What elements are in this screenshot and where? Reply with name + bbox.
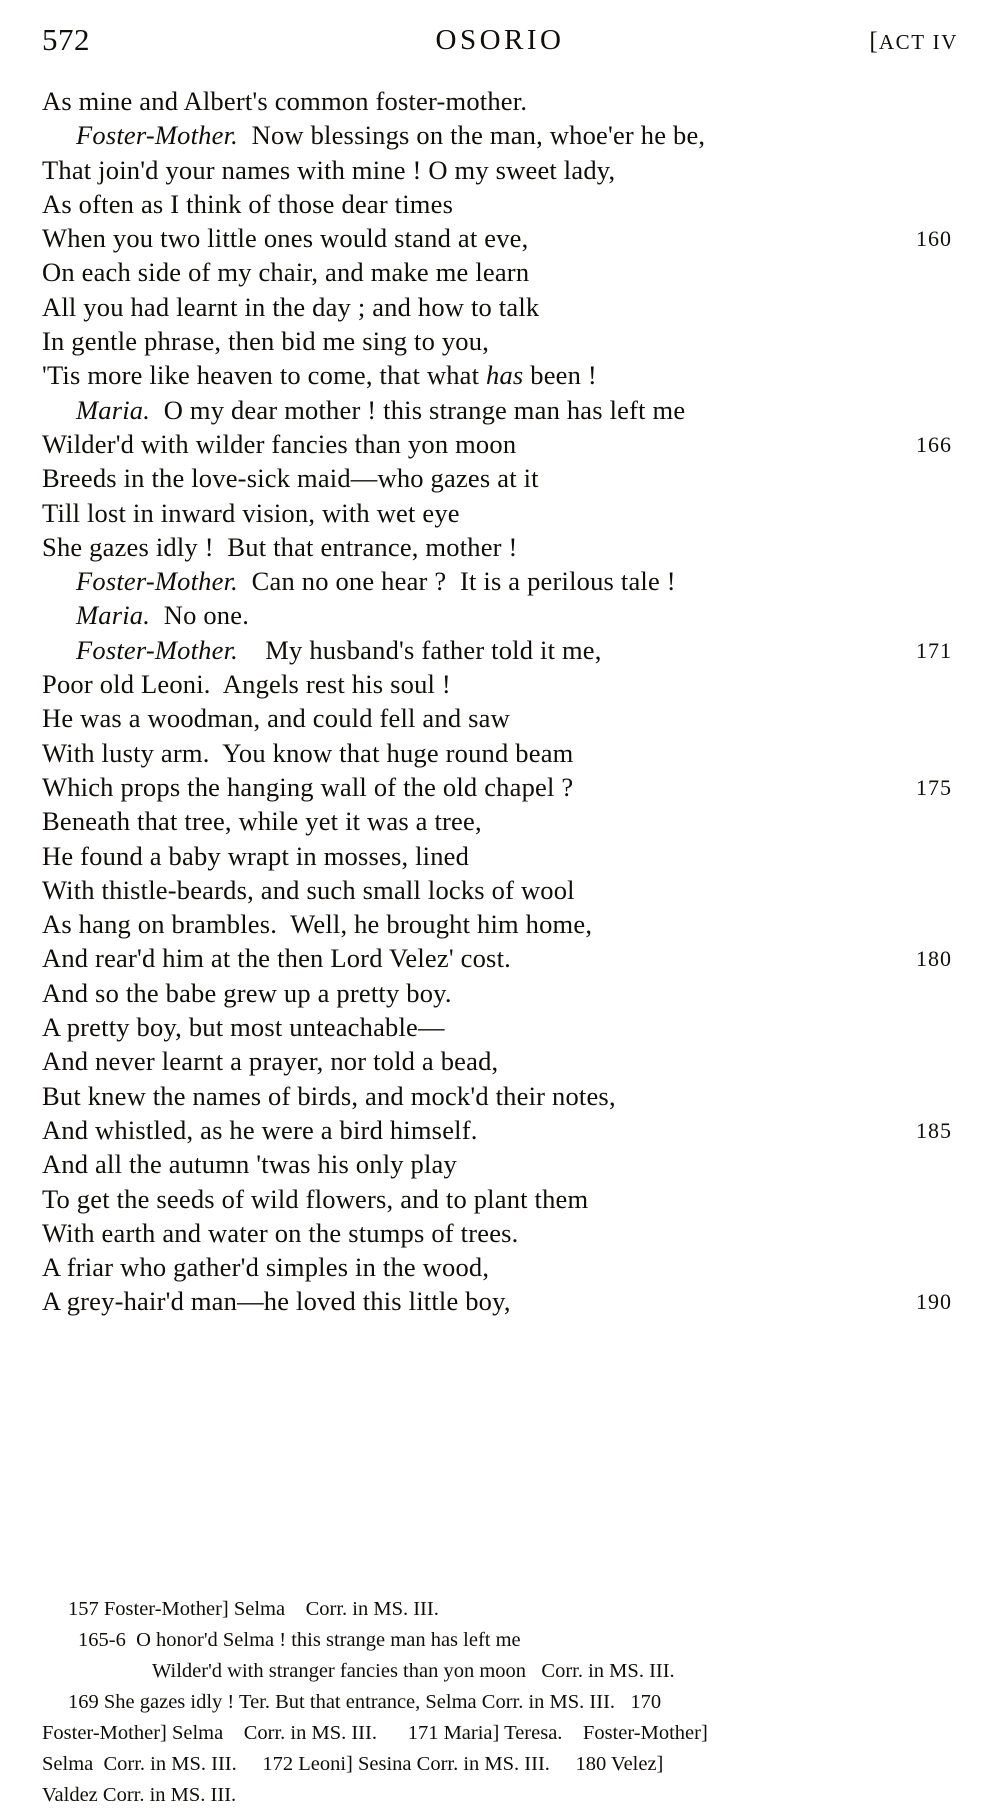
act-label: ACT: [878, 30, 926, 54]
line-number: 160: [916, 226, 952, 252]
textual-notes: [42, 1594, 958, 1811]
note-line: [42, 1718, 958, 1749]
verse-line: [42, 841, 958, 875]
note-line: [42, 1594, 958, 1625]
verse-line-content: [42, 395, 685, 425]
verse-line: [42, 1218, 958, 1252]
line-number: 185: [916, 1117, 952, 1143]
speaker-label: Maria.: [76, 394, 151, 425]
verse-line-text: As often as I think of those dear times: [42, 188, 454, 219]
verse-line: [42, 943, 958, 977]
verse-line-text: That join'd your names with mine ! O my sweet lady,: [42, 154, 616, 185]
verse-line: [42, 429, 958, 463]
verse-line: [42, 395, 958, 429]
verse-line: [42, 292, 958, 326]
verse-line-text: And never learnt a prayer, nor told a bead,: [42, 1046, 499, 1077]
verse-line: [42, 1286, 958, 1320]
verse-line-text: All you had learnt in the day ; and how to talk: [42, 291, 540, 322]
verse-line-text: With lusty arm. You know that huge round beam: [42, 737, 574, 768]
verse-line: [42, 1184, 958, 1218]
verse-line: [42, 223, 958, 257]
verse-line: [42, 703, 958, 737]
verse-line: [42, 86, 958, 120]
act-number: IV: [932, 30, 958, 54]
verse-line-text: As mine and Albert's common foster-mother.: [42, 86, 528, 116]
verse-line-text: But knew the names of birds, and mock'd their notes,: [42, 1080, 616, 1111]
verse-line: [42, 669, 958, 703]
verse-line-text: Now blessings on the man, whoe'er he be,: [237, 120, 706, 151]
verse-line-content: [42, 635, 602, 665]
verse-line-text: Can no one hear ? It is a perilous tale !: [237, 566, 676, 597]
verse-line-text: My husband's father told it me,: [237, 634, 602, 665]
verse-line: [42, 806, 958, 840]
running-head: [42, 22, 958, 62]
verse-line-text: He was a woodman, and could fell and saw: [42, 703, 510, 734]
note-text: Foster-Mother] Selma Corr. in MS. III. 171 Maria] Teresa. Foster-Mother]: [42, 1722, 708, 1744]
note-text: Selma Corr. in MS. III. 172 Leoni] Sesina Corr. in MS. III. 180 Velez]: [42, 1753, 664, 1775]
verse-line-text: When you two little ones would stand at eve,: [42, 223, 529, 254]
verse-line: [42, 600, 958, 634]
verse-line: [42, 738, 958, 772]
verse-body: [42, 86, 958, 1321]
verse-line: [42, 978, 958, 1012]
verse-line-text: No one.: [150, 600, 250, 631]
line-number: 190: [916, 1289, 952, 1315]
act-marker: [869, 28, 958, 56]
verse-line-text: And all the autumn 'twas his only play: [42, 1149, 457, 1180]
verse-line: [42, 1149, 958, 1183]
verse-line: [42, 1081, 958, 1115]
verse-line: [42, 532, 958, 566]
verse-line: [42, 257, 958, 291]
verse-line: [42, 1046, 958, 1080]
verse-line: [42, 1012, 958, 1046]
verse-line-text: Beneath that tree, while yet it was a tree,: [42, 806, 482, 837]
verse-line: [42, 463, 958, 497]
verse-line-text: Poor old Leoni. Angels rest his soul !: [42, 669, 451, 700]
page-number: 572: [42, 22, 90, 57]
page-title: OSORIO: [435, 24, 565, 56]
verse-line-text: A grey-hair'd man—he loved this little boy,: [42, 1286, 511, 1317]
verse-line-text: O my dear mother ! this strange man has left me: [150, 394, 686, 425]
verse-line-text: And whistled, as he were a bird himself.: [42, 1114, 478, 1145]
line-number: 180: [916, 946, 952, 972]
verse-line: [42, 360, 958, 394]
verse-line-text: A friar who gather'd simples in the wood,: [42, 1252, 490, 1283]
verse-line: [42, 1115, 958, 1149]
verse-line-text-after: been !: [523, 360, 597, 391]
note-text: Wilder'd with stranger fancies than yon moon Corr. in MS. III.: [152, 1660, 675, 1682]
note-line: [42, 1656, 958, 1687]
note-line: [42, 1780, 958, 1811]
verse-line-text: 'Tis more like heaven to come, that what: [42, 360, 487, 391]
verse-line-content: [42, 600, 249, 630]
verse-line-text: Which props the hanging wall of the old chapel ?: [42, 771, 574, 802]
speaker-label: Maria.: [76, 600, 151, 631]
speaker-label: Foster-Mother.: [76, 120, 238, 151]
verse-line: [42, 326, 958, 360]
line-number: 175: [916, 774, 952, 800]
verse-line-text: Till lost in inward vision, with wet eye: [42, 497, 460, 528]
verse-line-text: He found a baby wrapt in mosses, lined: [42, 840, 470, 871]
verse-line-text: A pretty boy, but most unteachable—: [42, 1012, 445, 1043]
note-text: 157 Foster-Mother] Selma Corr. in MS. III.: [68, 1598, 439, 1620]
verse-line-content: [42, 360, 597, 390]
verse-line-text: She gazes idly ! But that entrance, mother !: [42, 531, 518, 562]
verse-line: [42, 120, 958, 154]
verse-line-text: Wilder'd with wilder fancies than yon moon: [42, 428, 517, 459]
line-number: 171: [916, 637, 952, 663]
verse-line-content: [42, 566, 676, 596]
verse-line: [42, 155, 958, 189]
verse-line-content: [42, 120, 705, 150]
note-text: 169 She gazes idly ! Ter. But that entrance, Selma Corr. in MS. III. 170: [68, 1691, 662, 1713]
note-line: [42, 1749, 958, 1780]
speaker-label: Foster-Mother.: [76, 634, 238, 665]
act-bracket: [: [869, 28, 879, 55]
line-number: 166: [916, 431, 952, 457]
verse-line: [42, 189, 958, 223]
verse-line-text: Breeds in the love-sick maid—who gazes at it: [42, 463, 539, 494]
speaker-label: Foster-Mother.: [76, 566, 238, 597]
emphasized-word: has: [486, 360, 524, 391]
verse-line-text: In gentle phrase, then bid me sing to you,: [42, 326, 490, 357]
verse-line-text: And rear'd him at the then Lord Velez' cost.: [42, 943, 511, 974]
note-line: [42, 1625, 958, 1656]
note-text: Valdez Corr. in MS. III.: [42, 1784, 237, 1806]
verse-line: [42, 772, 958, 806]
verse-line: [42, 635, 958, 669]
verse-line-text: On each side of my chair, and make me learn: [42, 257, 530, 288]
verse-line-text: To get the seeds of wild flowers, and to plant them: [42, 1183, 589, 1214]
verse-line: [42, 498, 958, 532]
verse-line-text: As hang on brambles. Well, he brought him home,: [42, 909, 593, 940]
note-text: 165-6 O honor'd Selma ! this strange man has left me: [78, 1629, 521, 1651]
verse-line: [42, 566, 958, 600]
verse-line: [42, 875, 958, 909]
verse-line-text: With earth and water on the stumps of trees.: [42, 1217, 519, 1248]
verse-line: [42, 1252, 958, 1286]
note-line: [42, 1687, 958, 1718]
verse-line-text: With thistle-beards, and such small locks of wool: [42, 874, 575, 905]
verse-line-text: And so the babe grew up a pretty boy.: [42, 977, 452, 1008]
verse-line: [42, 909, 958, 943]
